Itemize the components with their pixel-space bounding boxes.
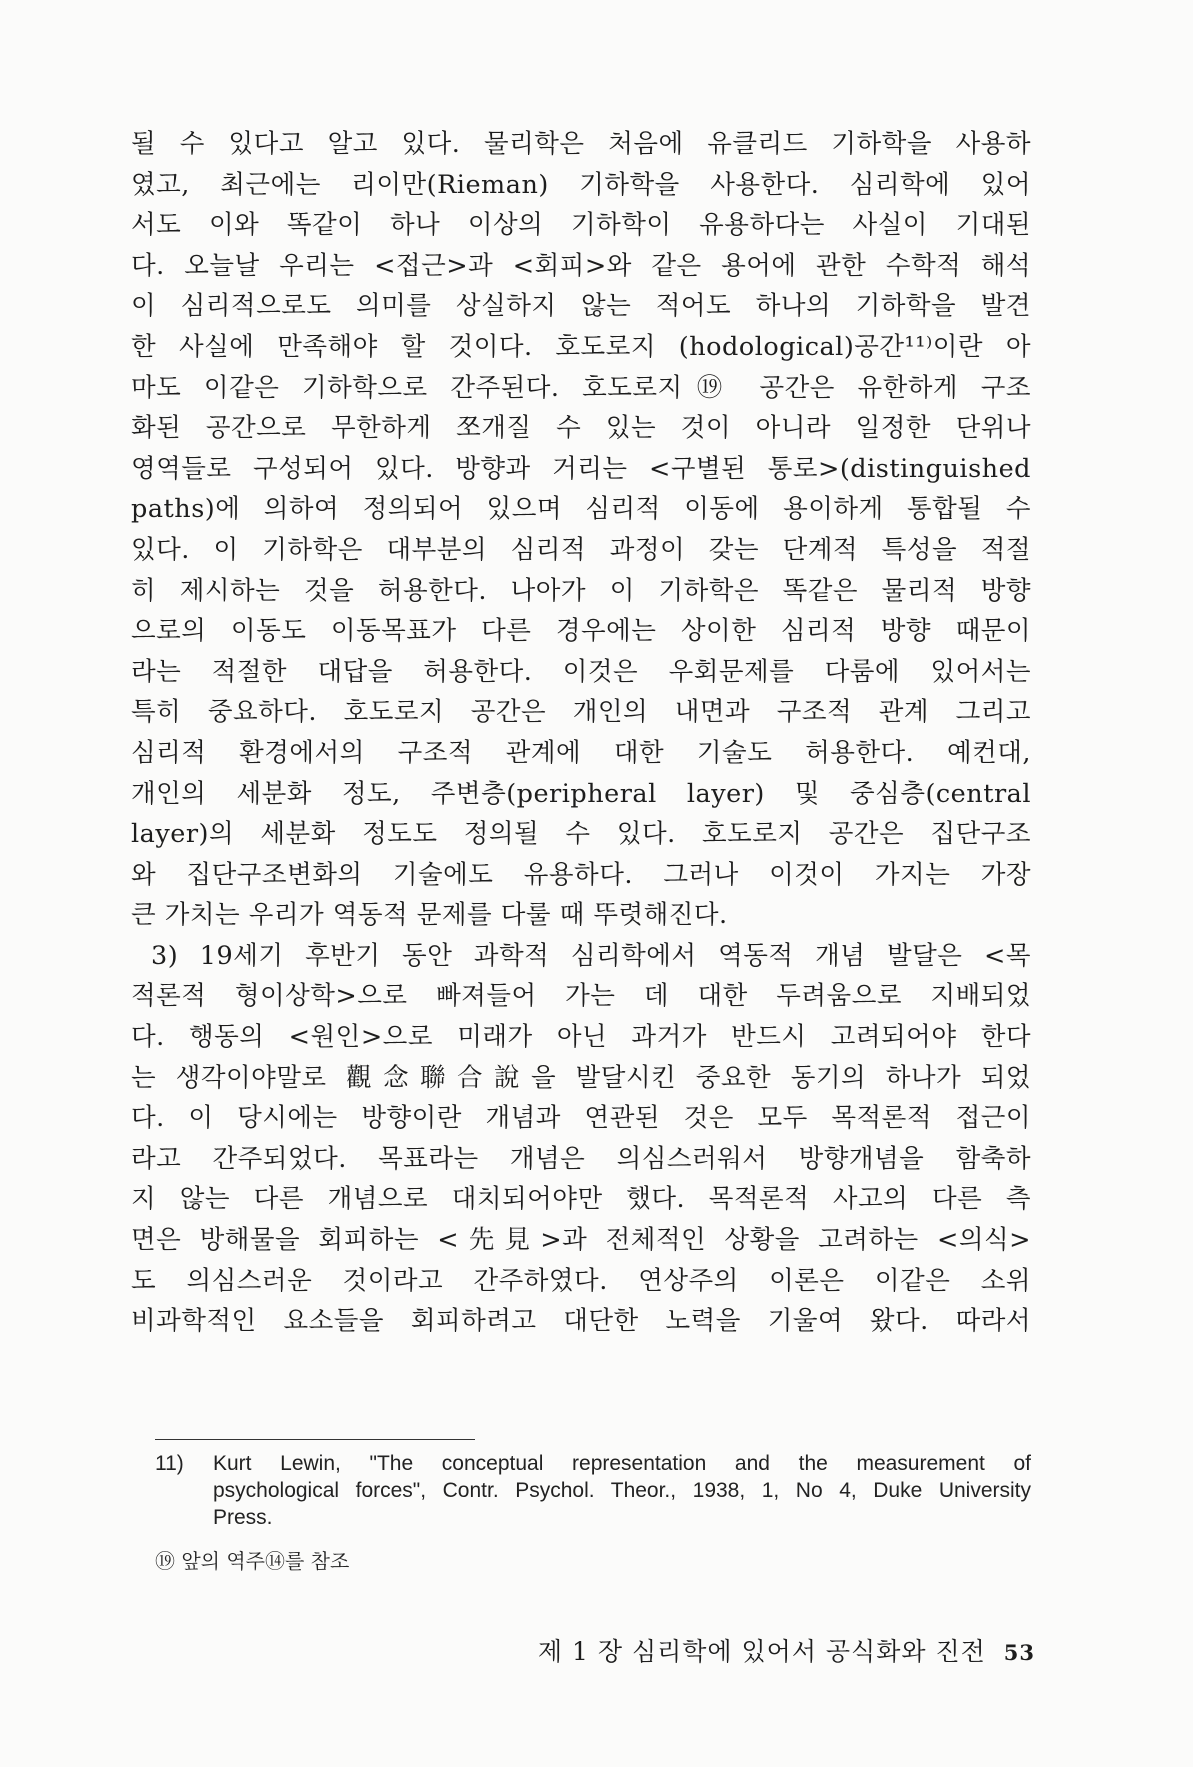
text-line: 큰 가치는 우리가 역동적 문제를 다룰 때 뚜렷해진다. (131, 900, 728, 931)
text-line: 와 집단구조변화의 기술에도 유용하다. 그러나 이것이 가지는 가장 (131, 859, 1031, 890)
footnotes (155, 1450, 1031, 1574)
text-line: 다. 행동의 <원인>으로 미래가 아닌 과거가 반드시 고려되어야 한다 (131, 1022, 1031, 1053)
text-line: 지 않는 다른 개념으로 대치되어야만 했다. 목적론적 사고의 다른 측 (131, 1184, 1031, 1215)
text-line: 서도 이와 똑같이 하나 이상의 기하학이 유용하다는 사실이 기대된 (131, 210, 1031, 241)
text-line: 마도 이같은 기하학으로 간주된다. 호도로지⑲ 공간은 유한하게 구조 (131, 372, 1031, 403)
text-line: 으로의 이동도 이동목표가 다른 경우에는 상이한 심리적 방향 때문이 (131, 616, 1031, 647)
text-line: 화된 공간으로 무한하게 쪼개질 수 있는 것이 아니라 일정한 단위나 (131, 413, 1031, 444)
text-line: 다. 오늘날 우리는 <접근>과 <회피>와 같은 용어에 관한 수학적 해석 (131, 250, 1031, 281)
text-line: 라는 적절한 대답을 허용한다. 이것은 우회문제를 다룸에 있어서는 (131, 656, 1031, 687)
text-line: 이 심리적으로도 의미를 상실하지 않는 적어도 하나의 기하학을 발견 (131, 291, 1031, 322)
text-line: 였고, 최근에는 리이만(Rieman) 기하학을 사용한다. 심리학에 있어 (131, 169, 1031, 200)
text-line: 있다. 이 기하학은 대부분의 심리적 과정이 갖는 단계적 특성을 적절 (131, 534, 1031, 565)
footnote-line: psychological forces", Contr. Psychol. Theor., 1938, 1, No 4, Duke University (213, 1479, 1031, 1502)
text-line: 심리적 환경에서의 구조적 관계에 대한 기술도 허용한다. 예컨대, (131, 737, 1031, 768)
footnote-11 (155, 1450, 1031, 1531)
text-line: 3) 19세기 후반기 동안 과학적 심리학에서 역동적 개념 발달은 <목 (151, 940, 1031, 971)
text-line: paths)에 의하여 정의되어 있으며 심리적 이동에 용이하게 통합될 수 (131, 494, 1031, 525)
text-line: 적론적 형이상학>으로 빠져들어 가는 데 대한 두려움으로 지배되었 (131, 981, 1031, 1012)
body-text (131, 124, 1031, 1342)
text-line: 될 수 있다고 알고 있다. 물리학은 처음에 유클리드 기하학을 사용하 (131, 129, 1031, 159)
text-line: 한 사실에 만족해야 할 것이다. 호도로지 (hodological)공간¹¹⁾이란 아 (131, 331, 1031, 362)
page-footer (538, 1632, 1035, 1668)
text-line: 히 제시하는 것을 허용한다. 나아가 이 기하학은 똑같은 물리적 방향 (131, 575, 1031, 606)
text-line: layer)의 세분화 정도도 정의될 수 있다. 호도로지 공간은 집단구조 (131, 819, 1031, 850)
chapter-title: 제 1 장 심리학에 있어서 공식화와 진전 (537, 1637, 986, 1666)
text-line: 특히 중요하다. 호도로지 공간은 개인의 내면과 구조적 관계 그리고 (131, 697, 1031, 728)
footnote-divider (155, 1439, 475, 1440)
text-line: 개인의 세분화 정도, 주변층(peripheral layer) 및 중심층(central (131, 778, 1031, 809)
page-number: 53 (1003, 1640, 1035, 1665)
text-line: 비과학적인 요소들을 회피하려고 대단한 노력을 기울여 왔다. 따라서 (131, 1306, 1031, 1337)
text-line: 영역들로 구성되어 있다. 방향과 거리는 <구별된 통로>(distinguished (131, 453, 1031, 484)
footnote-line: Press. (213, 1506, 273, 1529)
footnote-line: Kurt Lewin, "The conceptual representation and the measurement of (213, 1452, 1031, 1475)
footnote-19: ⑲ 앞의 역주⑭를 참조 (155, 1549, 350, 1573)
text-line: 다. 이 당시에는 방향이란 개념과 연관된 것은 모두 목적론적 접근이 (131, 1103, 1031, 1134)
footnote-number: 11) (155, 1452, 184, 1475)
text-line: 도 의심스러운 것이라고 간주하였다. 연상주의 이론은 이같은 소위 (131, 1265, 1031, 1296)
text-line: 라고 간주되었다. 목표라는 개념은 의심스러워서 방향개념을 함축하 (131, 1143, 1031, 1174)
text-line: 는 생각이야말로 觀念聯合說을 발달시킨 중요한 동기의 하나가 되었 (131, 1062, 1031, 1093)
text-line: 면은 방해물을 회피하는 <先見>과 전체적인 상황을 고려하는 <의식> (131, 1225, 1031, 1256)
